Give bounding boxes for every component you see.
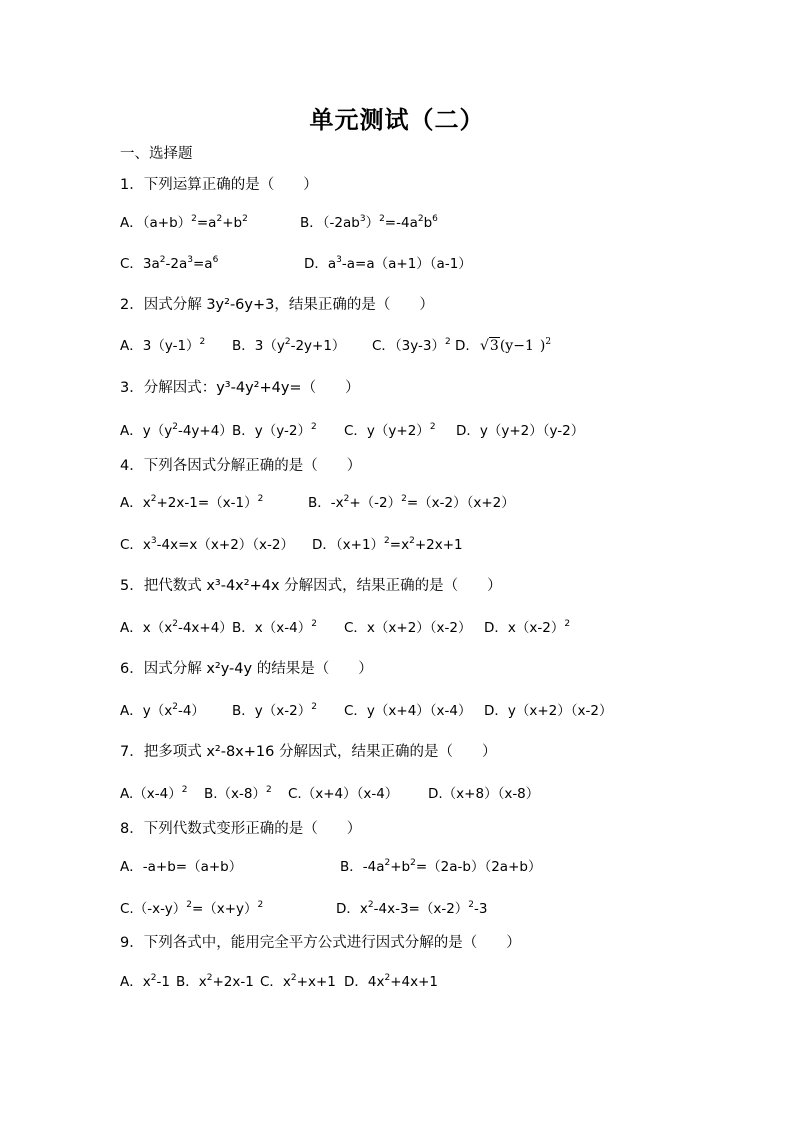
option-a: A．$(a+b)^2=a^2+b^2$ <box>120 214 248 231</box>
section-heading: 一、选择题 <box>120 146 193 162</box>
question-3-stem: 3．分解因式：y³-4y²+4y=（ ） <box>120 380 360 396</box>
option-c: C．y（x+4）（x-4） <box>344 703 472 719</box>
option-b: B．$3(y^2-2y+1)$ <box>232 337 346 354</box>
question-6-stem: 6．因式分解 x²y-4y 的结果是（ ） <box>120 661 373 677</box>
option-d: D．$4x^2+4x+1$ <box>344 973 439 990</box>
option-b: B．$(-2ab^3)^2=-4a^2b^6$ <box>300 214 438 231</box>
option-d: D．$a^3-a=a(a+1)(a-1)$ <box>304 255 472 272</box>
option-b: B．$y(x-2)^2$ <box>232 702 317 719</box>
question-1-stem: 1．下列运算正确的是（ ） <box>120 177 318 193</box>
question-8-stem: 8．下列代数式变形正确的是（ ） <box>120 821 362 837</box>
question-7-stem: 7．把多项式 x²-8x+16 分解因式，结果正确的是（ ） <box>120 744 497 760</box>
option-b: B．$y(y-2)^2$ <box>232 422 317 439</box>
option-c: C．$y(y+2)^2$ <box>344 422 436 439</box>
option-a: A．-a+b=（a+b） <box>120 859 243 875</box>
option-c: $C.(-x-y)^2=(x+y)^2$ <box>120 900 264 917</box>
option-b: B．$x(x-4)^2$ <box>232 619 317 636</box>
sqrt-symbol: √3 <box>480 338 499 354</box>
option-c: C．x（x+2）（x-2） <box>344 620 472 636</box>
question-4-stem: 4．下列各因式分解正确的是（ ） <box>120 458 362 474</box>
option-c: C．$x^3-4x=x(x+2)(x-2)$ <box>120 536 294 553</box>
option-d: D．y（y+2）（y-2） <box>456 423 585 439</box>
option-b: B．$x^2+2x-1$ <box>176 973 254 990</box>
option-b: B．$-x^2+(-2)^2=(x-2)(x+2)$ <box>308 494 515 511</box>
option-d: D．$(x+1)^2=x^2+2x+1$ <box>312 536 463 553</box>
option-a: A．$3(y-1)^2$ <box>120 337 206 354</box>
question-2-stem: 2．因式分解 3y²-6y+3，结果正确的是（ ） <box>120 297 434 313</box>
option-a: A．$x(x^2-4x+4)$ <box>120 619 233 636</box>
option-d: √3(y−1 )$^2$ <box>480 337 552 354</box>
page-title: 单元测试（二） <box>309 105 485 134</box>
question-5-stem: 5．把代数式 x³-4x²+4x 分解因式，结果正确的是（ ） <box>120 578 502 594</box>
option-d: D．$x(x-2)^2$ <box>484 619 571 636</box>
option-c: C．$(3y-3)^2$ D. <box>372 337 470 354</box>
option-c: C.（x+4）（x-4） <box>288 786 399 802</box>
option-b: B．$-4a^2+b^2=(2a-b)(2a+b)$ <box>340 858 542 875</box>
option-a: A．$y(y^2-4y+4)$ <box>120 422 233 439</box>
option-d: D．$x^2-4x-3=(x-2)^2-3$ <box>336 900 488 917</box>
option-d: D．y（x+2）（x-2） <box>484 703 613 719</box>
option-a: $A.(x-4)^2$ <box>120 785 188 802</box>
option-b: $B.(x-8)^2$ <box>204 785 272 802</box>
option-a: A．$y(x^2-4)$ <box>120 702 205 719</box>
option-c: C．$x^2+x+1$ <box>260 973 336 990</box>
option-c: C．$3a^2-2a^3=a^6$ <box>120 255 219 272</box>
option-a: A．$x^2+2x-1=(x-1)^2$ <box>120 494 264 511</box>
question-9-stem: 9．下列各式中，能用完全平方公式进行因式分解的是（ ） <box>120 935 521 951</box>
option-d: D.（x+8）（x-8） <box>428 786 540 802</box>
option-a: A．$x^2-1$ <box>120 973 170 990</box>
